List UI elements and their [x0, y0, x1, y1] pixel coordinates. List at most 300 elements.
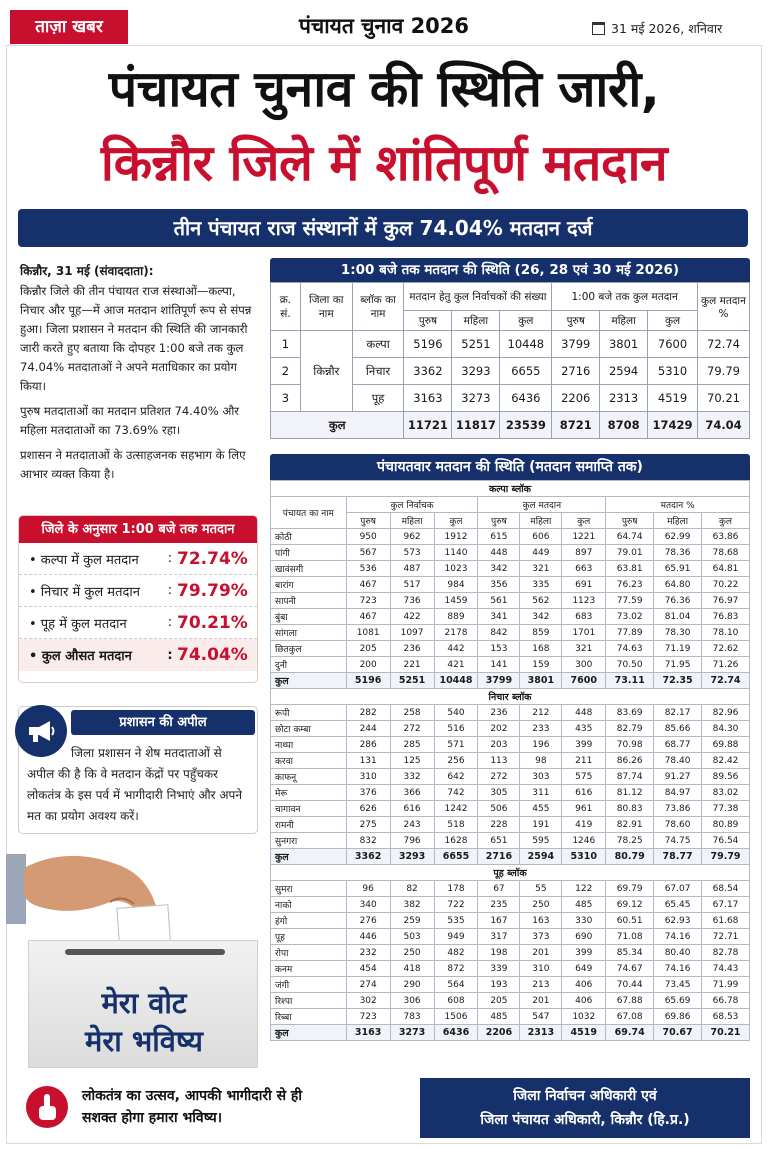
table-cell: 406 — [562, 993, 606, 1009]
table-cell: 6655 — [434, 849, 478, 865]
table-cell: 5310 — [562, 849, 606, 865]
table-row — [271, 641, 750, 657]
table-cell: 690 — [562, 929, 606, 945]
table-cell: 63.86 — [702, 529, 750, 545]
block-heading-row — [271, 689, 750, 705]
headline-line-1: पंचायत चुनाव की स्थिति जारी, — [108, 60, 660, 118]
district-total-row: • कुल औसत मतदान : 74.04% — [19, 639, 257, 671]
table-header-row — [271, 497, 750, 513]
table-cell: 80.79 — [606, 849, 654, 865]
table-cell: 616 — [390, 801, 434, 817]
table-cell: 89.56 — [702, 769, 750, 785]
table-cell: 78.40 — [654, 753, 702, 769]
table-cell: 82 — [390, 881, 434, 897]
table-cell: 2716 — [552, 358, 600, 385]
table-cell: 178 — [434, 881, 478, 897]
table-cell: 575 — [562, 769, 606, 785]
summary-banner: तीन पंचायत राज संस्थानों में कुल 74.04% मतदान दर्ज — [18, 209, 748, 247]
table-cell: 842 — [478, 625, 520, 641]
block-heading: पूह ब्लॉक — [271, 865, 750, 881]
district-value: 70.21% — [177, 612, 248, 633]
table-row — [271, 753, 750, 769]
panchayat-table — [270, 454, 750, 1041]
table-cell: 419 — [562, 817, 606, 833]
table-cell: 872 — [434, 961, 478, 977]
table-cell: 276 — [346, 913, 390, 929]
header-panchayat: पंचायत का नाम — [271, 497, 347, 529]
table-cell: 376 — [346, 785, 390, 801]
table-cell: 82.91 — [606, 817, 654, 833]
table-cell: 78.36 — [654, 545, 702, 561]
table-cell: 84.30 — [702, 721, 750, 737]
panchayat-name: बारांग — [271, 577, 347, 593]
table-cell: 285 — [390, 737, 434, 753]
table-cell: 373 — [520, 929, 562, 945]
table-cell: 10448 — [500, 331, 552, 358]
table2-title: पंचायतवार मतदान की स्थिति (मतदान समाप्ति तक) — [270, 454, 750, 480]
calendar-icon — [592, 22, 605, 35]
district-label: • कल्पा में कुल मतदान — [29, 552, 139, 568]
district-value: 79.79% — [177, 580, 248, 601]
table-cell: 65.45 — [654, 897, 702, 913]
table-cell: 80.83 — [606, 801, 654, 817]
table-cell: 2206 — [478, 1025, 520, 1041]
table-cell: 11817 — [452, 412, 500, 439]
panchayat-name: सुनगरा — [271, 833, 347, 849]
footer-slogan-line: सशक्त होगा हमारा भविष्य। — [82, 1110, 223, 1126]
table-cell: 159 — [520, 657, 562, 673]
table-cell: 7600 — [562, 673, 606, 689]
table-cell: 74.63 — [606, 641, 654, 657]
table-cell: 6436 — [434, 1025, 478, 1041]
panchayat-name: हंगो — [271, 913, 347, 929]
table-cell: 71.99 — [702, 977, 750, 993]
table-cell: 1032 — [562, 1009, 606, 1025]
table-row — [271, 331, 750, 358]
table-cell: 193 — [478, 977, 520, 993]
total-label: कुल — [271, 849, 347, 865]
table-row — [271, 801, 750, 817]
table-cell: 742 — [434, 785, 478, 801]
authority-line: जिला पंचायत अधिकारी, किन्नौर (हि.प्र.) — [480, 1112, 690, 1128]
table-cell: 564 — [434, 977, 478, 993]
table-cell: 3273 — [390, 1025, 434, 1041]
table-row — [271, 625, 750, 641]
table-cell: 71.26 — [702, 657, 750, 673]
table-cell: 3801 — [520, 673, 562, 689]
header-female: महिला — [600, 311, 648, 331]
table-cell: 70.50 — [606, 657, 654, 673]
table-cell: पूह — [352, 385, 404, 412]
table-cell: 332 — [390, 769, 434, 785]
table-row — [271, 785, 750, 801]
table-cell: 235 — [478, 897, 520, 913]
panchayat-name: रामनी — [271, 817, 347, 833]
table-cell: 64.81 — [702, 561, 750, 577]
article-paragraph: पुरुष मतदाताओं का मतदान प्रतिशत 74.40% और महिला मतदाताओं का 73.69% रहा। — [20, 404, 240, 437]
ballot-box — [28, 940, 258, 1068]
table-cell: 6655 — [500, 358, 552, 385]
table-cell: 5251 — [452, 331, 500, 358]
table-cell: 82.79 — [606, 721, 654, 737]
table-cell: 67 — [478, 881, 520, 897]
table-cell: 1912 — [434, 529, 478, 545]
header-voted: कुल मतदान — [478, 497, 606, 513]
table-cell: 1097 — [390, 625, 434, 641]
table-cell: 1081 — [346, 625, 390, 641]
table-cell: 3 — [271, 385, 301, 412]
table-cell: 74.16 — [654, 961, 702, 977]
table-cell: 722 — [434, 897, 478, 913]
table-cell: 446 — [346, 929, 390, 945]
table-cell: 3799 — [478, 673, 520, 689]
table-cell: 435 — [562, 721, 606, 737]
table-cell: 122 — [562, 881, 606, 897]
table-cell: 258 — [390, 705, 434, 721]
table-cell: 562 — [520, 593, 562, 609]
table-cell: 4519 — [562, 1025, 606, 1041]
table-cell: 67.07 — [654, 881, 702, 897]
table-cell: 859 — [520, 625, 562, 641]
table-cell: 212 — [520, 705, 562, 721]
table-cell: 198 — [478, 945, 520, 961]
table-cell: 949 — [434, 929, 478, 945]
table-cell: 418 — [390, 961, 434, 977]
table-cell: 608 — [434, 993, 478, 1009]
table-cell: 91.27 — [654, 769, 702, 785]
table-cell: 70.44 — [606, 977, 654, 993]
table-cell: 723 — [346, 593, 390, 609]
table-cell: 68.54 — [702, 881, 750, 897]
table-cell: 286 — [346, 737, 390, 753]
table-cell: 205 — [346, 641, 390, 657]
table-cell: 65.69 — [654, 993, 702, 1009]
table-cell: 69.79 — [606, 881, 654, 897]
table-cell: 71.95 — [654, 657, 702, 673]
district-row: • निचार में कुल मतदान : 79.79% — [19, 575, 257, 607]
table-cell: 236 — [478, 705, 520, 721]
table-cell: 85.66 — [654, 721, 702, 737]
table-cell: 79.79 — [702, 849, 750, 865]
table-cell: 5251 — [390, 673, 434, 689]
panchayat-name: नाको — [271, 897, 347, 913]
table2 — [270, 480, 750, 1041]
table-cell: 256 — [434, 753, 478, 769]
table-cell: 78.10 — [702, 625, 750, 641]
table-cell: 340 — [346, 897, 390, 913]
table-cell: 82.78 — [702, 945, 750, 961]
article-body — [20, 282, 258, 490]
headline-line-2: किन्नौर जिले में शांतिपूर्ण मतदान — [100, 134, 668, 192]
header-pct: कुल मतदान % — [698, 283, 750, 331]
table-cell: 72.74 — [698, 331, 750, 358]
table-cell: 205 — [478, 993, 520, 1009]
panchayat-name: करवा — [271, 753, 347, 769]
table-cell: 442 — [434, 641, 478, 657]
table-cell: 84.97 — [654, 785, 702, 801]
table-cell: 1 — [271, 331, 301, 358]
table-cell: 66.78 — [702, 993, 750, 1009]
table-cell: 201 — [520, 945, 562, 961]
table-cell: 449 — [520, 545, 562, 561]
appeal-title: प्रशासन की अपील — [71, 710, 255, 735]
header-male: पुरुष — [404, 311, 452, 331]
table-cell: 73.45 — [654, 977, 702, 993]
table-cell: 96 — [346, 881, 390, 897]
table-cell: 683 — [562, 609, 606, 625]
table-cell: 73.02 — [606, 609, 654, 625]
table-cell: 163 — [520, 913, 562, 929]
table-cell: 663 — [562, 561, 606, 577]
table-cell: 78.60 — [654, 817, 702, 833]
table1 — [270, 282, 750, 439]
table-cell: 80.89 — [702, 817, 750, 833]
table-cell: 3362 — [404, 358, 452, 385]
table-cell: 1140 — [434, 545, 478, 561]
table-cell: 303 — [520, 769, 562, 785]
district-row: • पूह में कुल मतदान : 70.21% — [19, 607, 257, 639]
table-cell: 259 — [390, 913, 434, 929]
table-cell: 2206 — [552, 385, 600, 412]
table-cell: 67.88 — [606, 993, 654, 1009]
table-cell: 467 — [346, 577, 390, 593]
table-cell: 984 — [434, 577, 478, 593]
table-cell: 74.43 — [702, 961, 750, 977]
table-cell: 540 — [434, 705, 478, 721]
hand-vote-icon — [26, 1086, 68, 1128]
table-cell: 448 — [478, 545, 520, 561]
table-cell: 642 — [434, 769, 478, 785]
table-cell: 78.68 — [702, 545, 750, 561]
panchayat-name: सापनी — [271, 593, 347, 609]
table-cell: 2716 — [478, 849, 520, 865]
footer-authority — [420, 1078, 750, 1138]
table-cell: 366 — [390, 785, 434, 801]
table-cell: 547 — [520, 1009, 562, 1025]
table-cell: 517 — [390, 577, 434, 593]
table-cell: 10448 — [434, 673, 478, 689]
table-cell: 68.77 — [654, 737, 702, 753]
table-cell: 518 — [434, 817, 478, 833]
appeal-text: जिला प्रशासन ने शेष मतदाताओं से अपील की है कि वे मतदान केंद्रों पर पहुँचकर लोकतंत्र के इस पर्व में भागीदारी निभाएं और अपने मत का प्रयोग अवश्य करें। — [27, 746, 243, 823]
table-cell: 65.91 — [654, 561, 702, 577]
header-female: महिला — [390, 513, 434, 529]
table-cell: 3362 — [346, 849, 390, 865]
table-cell: 305 — [478, 785, 520, 801]
table-row — [271, 977, 750, 993]
table-row — [271, 881, 750, 897]
article-dateline: किन्नौर, 31 मई (संवाददाता): — [20, 264, 154, 278]
table-cell: 567 — [346, 545, 390, 561]
header-sn: क्र. सं. — [271, 283, 301, 331]
table-cell: 55 — [520, 881, 562, 897]
table-cell: 78.77 — [654, 849, 702, 865]
footer-slogan — [18, 1074, 410, 1140]
panchayat-name: कोठी — [271, 529, 347, 545]
table-cell: 335 — [520, 577, 562, 593]
table-cell: 228 — [478, 817, 520, 833]
table-row — [271, 577, 750, 593]
table-cell: 23539 — [500, 412, 552, 439]
article-paragraph: किन्नौर जिले की तीन पंचायत राज संस्थाओं—कल्पा, निचार और पूह—में आज मतदान शांतिपूर्ण रूप से संपन्न हुआ। जिला प्रशासन ने मतदान की स्थिति की जानकारी जारी करते हुए बताया कि दोपहर 1:00 बजे तक कुल 74.04% मतदाताओं ने अपने मताधिकार का प्रयोग किया। — [20, 284, 252, 393]
table-row — [271, 705, 750, 721]
table-cell: 595 — [520, 833, 562, 849]
table-cell: 448 — [562, 705, 606, 721]
table-row — [271, 737, 750, 753]
table-cell: 3799 — [552, 331, 600, 358]
panchayat-name: नाथ्पा — [271, 737, 347, 753]
table-cell: 2178 — [434, 625, 478, 641]
table-cell: 61.68 — [702, 913, 750, 929]
panchayat-name: सांगला — [271, 625, 347, 641]
table-row — [271, 769, 750, 785]
panchayat-name: दुनी — [271, 657, 347, 673]
block-total-row — [271, 1025, 750, 1041]
table-cell: 70.22 — [702, 577, 750, 593]
total-label: कुल — [271, 673, 347, 689]
appeal-box — [18, 706, 258, 834]
table-cell: 77.89 — [606, 625, 654, 641]
table-cell: 85.34 — [606, 945, 654, 961]
table-cell: 516 — [434, 721, 478, 737]
table-cell: 467 — [346, 609, 390, 625]
ballot-slogan-1: मेरा वोट — [101, 986, 187, 1020]
table-cell: 73.86 — [654, 801, 702, 817]
table-cell: 233 — [520, 721, 562, 737]
table-cell: 339 — [478, 961, 520, 977]
table-row — [271, 833, 750, 849]
table-cell: कुल — [271, 412, 404, 439]
date-display — [592, 17, 762, 39]
table-cell: 272 — [390, 721, 434, 737]
table-cell: 69.88 — [702, 737, 750, 753]
table-cell: 482 — [434, 945, 478, 961]
table-cell: 1023 — [434, 561, 478, 577]
table-cell: 168 — [520, 641, 562, 657]
table-cell: 1242 — [434, 801, 478, 817]
table-cell: 649 — [562, 961, 606, 977]
table-cell: 3163 — [404, 385, 452, 412]
table-cell: 17429 — [648, 412, 698, 439]
table-cell: किन्नौर — [300, 331, 352, 412]
table-cell: 76.36 — [654, 593, 702, 609]
table-row — [271, 817, 750, 833]
table-cell: 290 — [390, 977, 434, 993]
table-cell: 736 — [390, 593, 434, 609]
table-cell: 6436 — [500, 385, 552, 412]
table-cell: 3293 — [390, 849, 434, 865]
table-cell: 83.02 — [702, 785, 750, 801]
table-cell: 82.96 — [702, 705, 750, 721]
block-heading: कल्पा ब्लॉक — [271, 481, 750, 497]
table-row — [271, 929, 750, 945]
table-cell: 211 — [562, 753, 606, 769]
district-row: • कल्पा में कुल मतदान : 72.74% — [19, 543, 257, 575]
table-cell: 317 — [478, 929, 520, 945]
header-total: कुल — [648, 311, 698, 331]
table-cell: 74.16 — [654, 929, 702, 945]
table-cell: 561 — [478, 593, 520, 609]
table-row — [271, 993, 750, 1009]
table-cell: 783 — [390, 1009, 434, 1025]
table-total-row — [271, 412, 750, 439]
table-cell: 2594 — [600, 358, 648, 385]
header-electors: मतदान हेतु कुल निर्वाचकों की संख्या — [404, 283, 552, 311]
article-paragraph: प्रशासन ने मतदाताओं के उत्साहजनक सहभाग के लिए आभार व्यक्त किया है। — [20, 448, 246, 481]
header-block: ब्लॉक का नाम — [352, 283, 404, 331]
turnout-table-1 — [270, 258, 750, 439]
panchayat-name: चागावन — [271, 801, 347, 817]
table-cell: 300 — [562, 657, 606, 673]
header-district: जिला का नाम — [300, 283, 352, 331]
table-cell: 626 — [346, 801, 390, 817]
footer-slogan-text — [82, 1085, 302, 1129]
table-cell: 5196 — [346, 673, 390, 689]
table-cell: 1459 — [434, 593, 478, 609]
table-cell: 3293 — [452, 358, 500, 385]
table-cell: 275 — [346, 817, 390, 833]
panchayat-name: पूह — [271, 929, 347, 945]
table-cell: 196 — [520, 737, 562, 753]
table-cell: 244 — [346, 721, 390, 737]
table-cell: 70.98 — [606, 737, 654, 753]
header-total: कुल — [500, 311, 552, 331]
table-cell: 302 — [346, 993, 390, 1009]
table-cell: 98 — [520, 753, 562, 769]
table-cell: 70.21 — [698, 385, 750, 412]
table-cell: 342 — [478, 561, 520, 577]
block-heading: निचार ब्लॉक — [271, 689, 750, 705]
header-total: कुल — [434, 513, 478, 529]
header-male: पुरुष — [606, 513, 654, 529]
table-cell: 76.97 — [702, 593, 750, 609]
table-cell: 506 — [478, 801, 520, 817]
table-cell: 274 — [346, 977, 390, 993]
table-cell: 82.42 — [702, 753, 750, 769]
table-cell: 79.01 — [606, 545, 654, 561]
table-cell: 200 — [346, 657, 390, 673]
footer — [18, 1074, 750, 1142]
authority-line: जिला निर्वाचन अधिकारी एवं — [513, 1088, 657, 1104]
table-cell: 5310 — [648, 358, 698, 385]
table-cell: 87.74 — [606, 769, 654, 785]
table-cell: 1701 — [562, 625, 606, 641]
table-cell: 74.04 — [698, 412, 750, 439]
table-cell: 3273 — [452, 385, 500, 412]
table-cell: 536 — [346, 561, 390, 577]
table-cell: 455 — [520, 801, 562, 817]
table-cell: 69.74 — [606, 1025, 654, 1041]
header-male: पुरुष — [552, 311, 600, 331]
table-cell: 63.81 — [606, 561, 654, 577]
table-cell: 272 — [478, 769, 520, 785]
district-label: • निचार में कुल मतदान — [29, 584, 140, 600]
table-cell: 72.71 — [702, 929, 750, 945]
footer-slogan-line: लोकतंत्र का उत्सव, आपकी भागीदारी से ही — [82, 1088, 302, 1104]
table-cell: 78.25 — [606, 833, 654, 849]
table-row — [271, 593, 750, 609]
panchayat-name: छितकुल — [271, 641, 347, 657]
table-cell: 83.69 — [606, 705, 654, 721]
panchayat-name: जंगी — [271, 977, 347, 993]
table-cell: 80.40 — [654, 945, 702, 961]
header-male: पुरुष — [478, 513, 520, 529]
table-cell: 72.74 — [702, 673, 750, 689]
panchayat-name: सुमरा — [271, 881, 347, 897]
table-cell: 962 — [390, 529, 434, 545]
table-cell: 76.54 — [702, 833, 750, 849]
header-male: पुरुष — [346, 513, 390, 529]
